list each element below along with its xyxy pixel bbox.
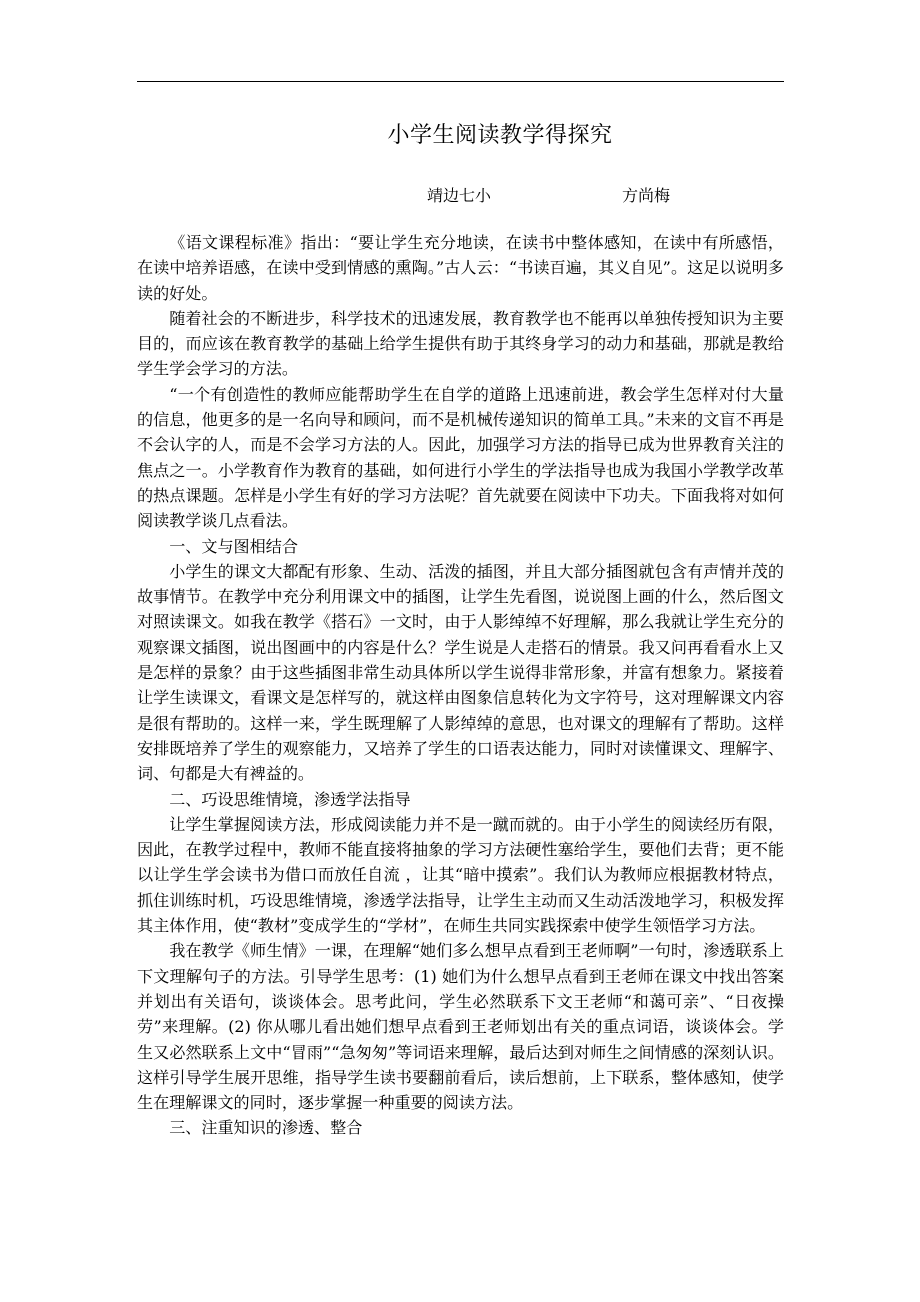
section-heading: 二、巧设思维情境，渗透学法指导 [169,789,411,809]
document-title: 小学生阅读教学得探究 [387,123,613,148]
paragraph: 《语文课程标准》指出：“要让学生充分地读，在读书中整体感知，在读中有所感悟，在读中培养语感，在读中受到情感的熏陶。”古人云：“书读百遍，其义自见”。这足以说明多读的好处。 [137,233,784,303]
paragraph: 小学生的课文大都配有形象、生动、活泼的插图，并且大部分插图就包含有声情并茂的故事情节。在教学中充分利用课文中的插图，让学生先看图，说说图上画的什么，然后图文对照读课文。如我在教学《搭石》一文时，由于人影绰绰不好理解，那么我就让学生充分的观察课文插图，说出图画中的内容是什么？学生说是人走搭石的情景。我又问再看看水上又是怎样的景象？由于这些插图非常生动具体所以学生说得非常形象，并富有想象力。紧接着让学生读课文，看课文是怎样写的，就这样由图象信息转化为文字符号，这对理解课文内容是很有帮助的。这样一来，学生既理解了人影绰绰的意思，也对课文的理解有了帮助。这样安排既培养了学生的观察能力，又培养了学生的口语表达能力，同时对读懂课文、理解字、词、句都是大有裨益的。 [137,561,784,784]
paragraph: 让学生掌握阅读方法，形成阅读能力并不是一蹴而就的。由于小学生的阅读经历有限，因此，在教学过程中，教师不能直接将抽象的学习方法硬性塞给学生，要他们去背；更不能以让学生学会读书为借口而放任自流 ，让其“暗中摸索”。我们认为教师应根据教材特点，抓住训练时机，巧设思维情境，渗透学法指导，让学生主动而又生动活泼地学习，积极发挥其主体作用，使“教材”变成学生的“学材”，在师生共同实践探索中使学生领悟学习方法。 [137,814,784,936]
section-heading: 三、注重知识的渗透、整合 [169,1118,363,1138]
paragraph: 我在教学《师生情》一课，在理解“她们多么想早点看到王老师啊”一句时，渗透联系上下文理解句子的方法。引导学生思考：(1) 她们为什么想早点看到王老师在课文中找出答案并划出有关语句，谈谈体会。思考此问，学生必然联系下文王老师“和蔼可亲”、“日夜操劳”来理解。(2) 你从哪儿看出她们想早点看到王老师划出有关的重点词语，谈谈体会。学生又必然联系上文中“冒雨”“急匆匆”等词语来理解，最后达到对师生之间情感的深刻认识。这样引导学生展开思维，指导学生读书要翻前看后，读后想前，上下联系，整体感知，使学生在理解课文的同时，逐步掌握一种重要的阅读方法。 [137,941,784,1113]
paragraph: 随着社会的不断进步，科学技术的迅速发展，教育教学也不能再以单独传授知识为主要目的，而应该在教育教学的基础上给学生提供有助于其终身学习的动力和基础，那就是教给学生学会学习的方法。 [137,308,784,379]
paragraph: “一个有创造性的教师应能帮助学生在自学的道路上迅速前进，教会学生怎样对付大量的信息，他更多的是一名向导和顾问，而不是机械传递知识的简单工具。”未来的文盲不再是不会认字的人，而是不会学习方法的人。因此，加强学习方法的指导已成为世界教育关注的焦点之一。小学教育作为教育的基础，如何进行小学生的学法指导也成为我国小学教学改革的热点课题。怎样是小学生有好的学习方法呢？首先就要在阅读中下功夫。下面我将对如何阅读教学谈几点看法。 [137,384,784,531]
section-heading: 一、文与图相结合 [169,536,298,556]
header-rule [137,81,784,82]
document-body [137,230,784,1141]
author-school: 靖边七小 [427,186,492,205]
author-name: 方尚梅 [622,186,671,205]
